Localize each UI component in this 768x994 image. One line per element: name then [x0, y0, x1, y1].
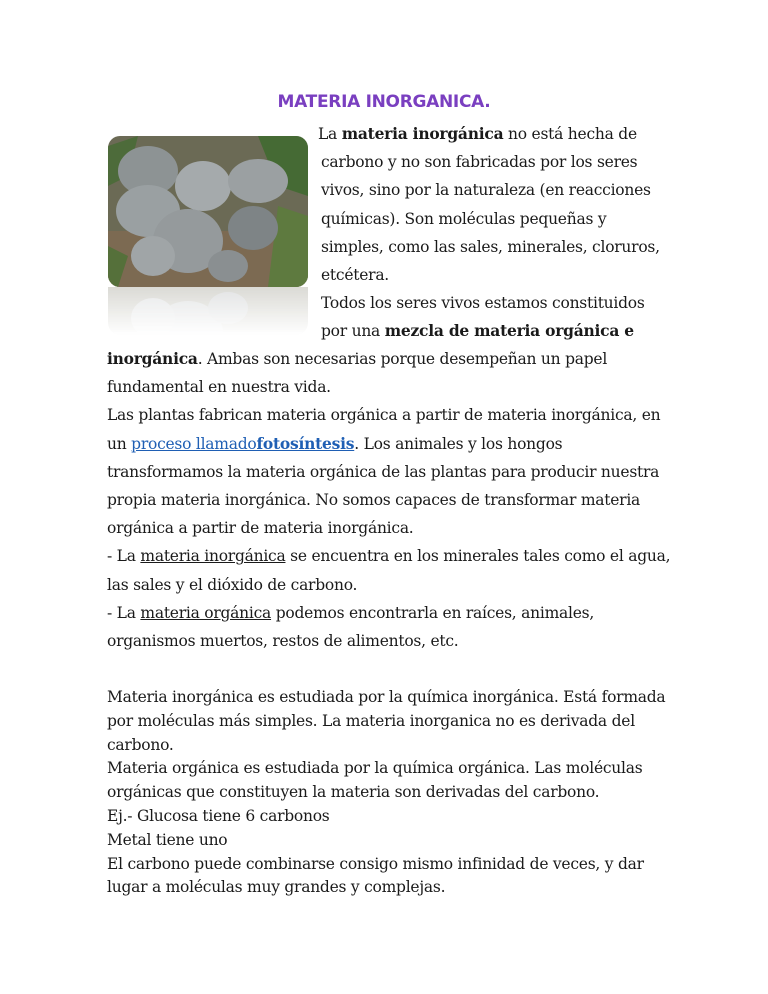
page-title: MATERIA INORGANICA. [277, 92, 491, 112]
photosynthesis-link[interactable]: proceso llamadofotosíntesis [131, 433, 355, 453]
section-two: Materia inorgánica es estudiada por la química inorgánica. Está formada por moléculas más simples. La materia inorganica no es derivada del carbono. Materia orgánica es estudiada por la química orgánica. Las moléculas orgánicas que constituyen la materia son derivadas del carbono. Ej.- Glucosa tiene 6 carbonos Metal tiene uno El carbono puede combinarse consigo mismo infinidad de veces, y dar lugar a moléculas muy grandes y complejas. [107, 688, 666, 897]
stones-photo-icon [108, 136, 308, 287]
bullet-organic: - La materia orgánica podemos encontrarla en raíces, animales, [107, 603, 595, 622]
bullet-inorganic: - La materia inorgánica se encuentra en los minerales tales como el agua, [107, 547, 671, 566]
body-paragraphs: inorgánica. Ambas son necesarias porque desempeñan un papel fundamental en nuestra vida. Las plantas fabrican materia orgánica a partir de materia inorgánica, en un proceso llamadofotosíntesis. Los animales y los hongos transformamos la materia orgánica de las plantas para producir nuestra propia materia inorgánica. No somos capaces de transformar materia orgánica a partir de materia inorgánica. - La materia inorgánica se encuentra en los minerales tales como el agua, las sales y el dióxido de carbono. - La materia orgánica podemos encontrarla en raíces, animales, organismos muertos, restos de alimentos, etc. [107, 349, 671, 651]
stones-photo [108, 136, 308, 336]
photo-reflection [108, 287, 308, 335]
intro-paragraph: La materia inorgánica no está hecha de carbono y no son fabricadas por los seres vivos, sino por la naturaleza (en reacciones químicas). Son moléculas pequeñas y simples, como las sales, minerales, cloruros, etcétera. Todos los seres vivos estamos constituidos por una mezcla de materia orgánica e [318, 124, 660, 341]
